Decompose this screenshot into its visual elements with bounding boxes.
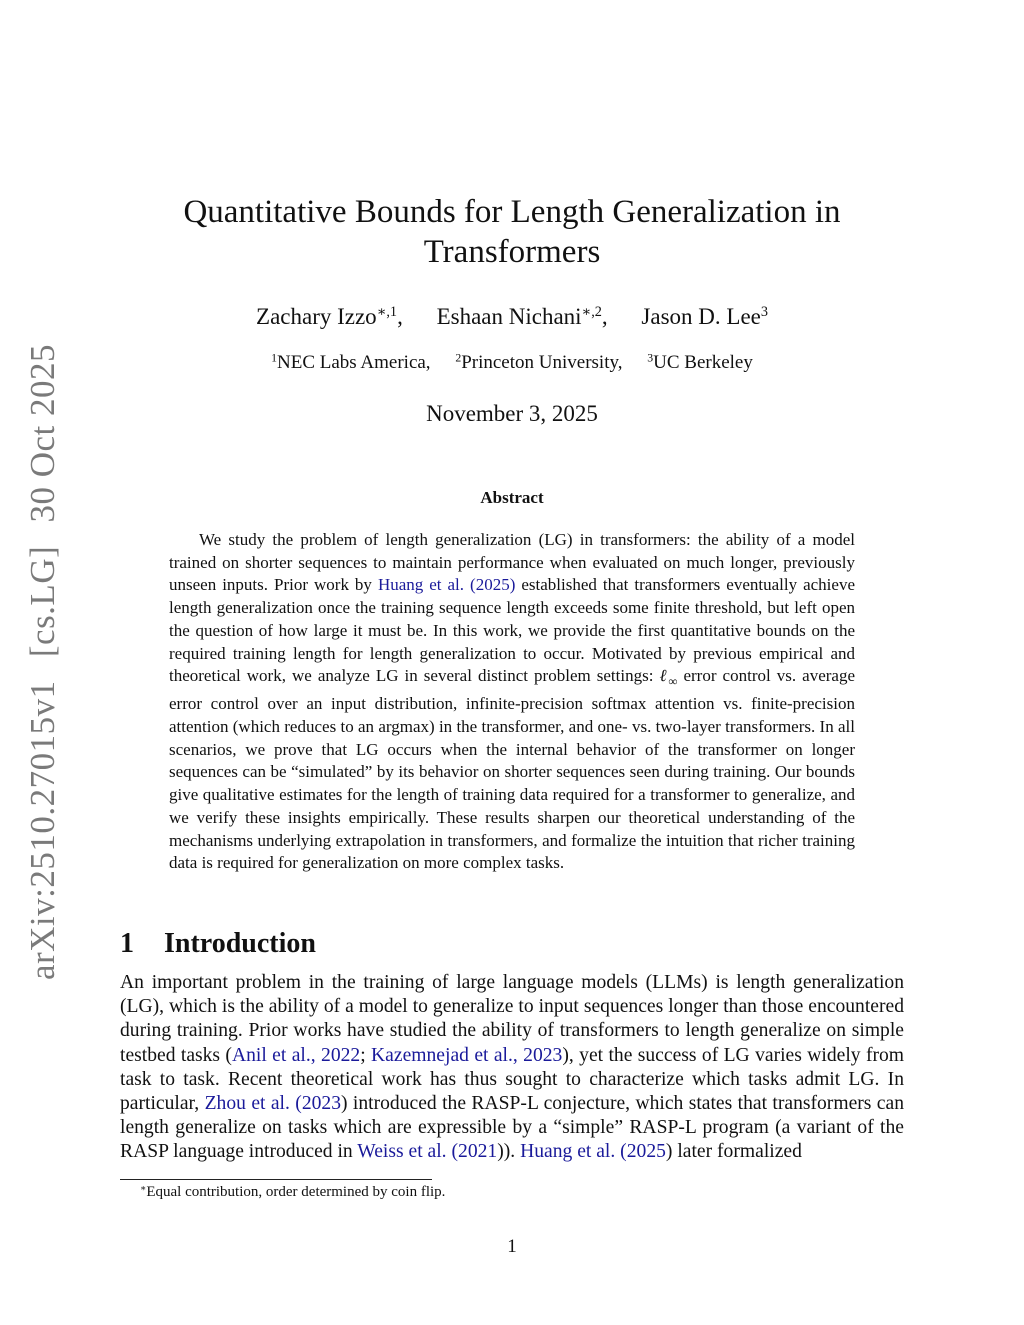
introduction-body: An important problem in the training of large language models (LLMs) is length generalization (LG), which is the ability of a model to generalize to input sequences longer than those encountered during training. Prior works have studied the ability of transformers to length generalize on simple testbed tasks (Anil et al., 2022; Kazemnejad et al., 2023), yet the success of LG varies widely from task to task. Recent theoretical work has thus sought to characterize which tasks admit LG. In particular, Zhou et al. (2023) introduced the RASP-L conjecture, which states that transformers can length generalize on tasks which are expressible by a “simple” RASP-L program (a variant of the RASP language introduced in Weiss et al. (2021)). Huang et al. (2025) later formalized (120, 972, 905, 1163)
title-line-2: Transformers (423, 234, 601, 270)
arxiv-category: [cs.LG] (23, 545, 62, 658)
citation-kazemnejad-2023[interactable]: Kazemnejad et al., 2023 (371, 1044, 563, 1066)
affiliation-list (150, 350, 874, 376)
affiliation-berkeley: $^3$UC Berkeley (647, 351, 753, 373)
author-lee: Jason D. Lee$^3$ (641, 304, 768, 329)
footnote-rule (120, 1179, 432, 1180)
author-list (150, 302, 874, 332)
author-nichani: Eshaan Nichani$^{∗,2}$, (436, 304, 608, 329)
affiliation-nec: $^1$NEC Labs America, (271, 351, 431, 373)
arxiv-sidebar (23, 344, 63, 980)
abstract-heading: Abstract (480, 488, 544, 507)
section-heading-introduction (120, 926, 316, 962)
footnote-equal-contribution: ∗Equal contribution, order determined by coin flip. (140, 1183, 446, 1200)
section-number: 1 (120, 928, 134, 959)
arxiv-id[interactable]: arXiv:2510.27015v1 (23, 680, 62, 981)
citation-huang-2025[interactable]: Huang et al. (2025) (377, 575, 516, 595)
section-title: Introduction (164, 928, 316, 959)
page-number: 1 (507, 1236, 517, 1257)
citation-huang-2025-intro[interactable]: Huang et al. (2025 (520, 1141, 666, 1163)
arxiv-date: 30 Oct 2025 (23, 343, 62, 523)
citation-zhou-2023[interactable]: Zhou et al. (2023 (204, 1093, 341, 1115)
abstract-body: We study the problem of length generalization (LG) in transformers: the ability of a model trained on shorter sequences to maintain performance when evaluated on much longer, previously unseen inputs. Prior work by Huang et al. (2025) established that transformers eventually achieve length generalization once the training sequence length exceeds some finite threshold, but left open the question of how large it must be. In this work, we provide the first quantitative bounds on the required training length for length generalization to occur. Motivated by previous empirical and theoretical work, we analyze LG in several distinct problem settings: ℓ$_\infty$ error control vs. average error control over an input distribution, infinite-precision softmax attention vs. finite-precision attention (which reduces to an argmax) in the transformer, and one- vs. two-layer transformers. In all scenarios, we prove that LG occurs when the internal behavior of the transformer on longer sequences can be “simulated” by its behavior on shorter sequences seen during training. Our bounds give qualitative estimates for the length of training data required for a transformer to generalize, and we verify these insights empirically. These results sharpen our theoretical understanding of the mechanisms underlying extrapolation in transformers, and formalize the intuition that richer training data is required for generalization on more complex tasks. (169, 530, 855, 873)
paper-title (150, 192, 874, 272)
citation-weiss-2021[interactable]: Weiss et al. (2021 (357, 1141, 498, 1163)
affiliation-princeton: $^2$Princeton University, (455, 351, 623, 373)
paper-date: November 3, 2025 (426, 401, 598, 426)
citation-anil-2022[interactable]: Anil et al., 2022 (231, 1044, 361, 1066)
author-izzo: Zachary Izzo$^{∗,1}$, (256, 304, 403, 329)
title-line-1: Quantitative Bounds for Length Generalization in (183, 194, 841, 230)
